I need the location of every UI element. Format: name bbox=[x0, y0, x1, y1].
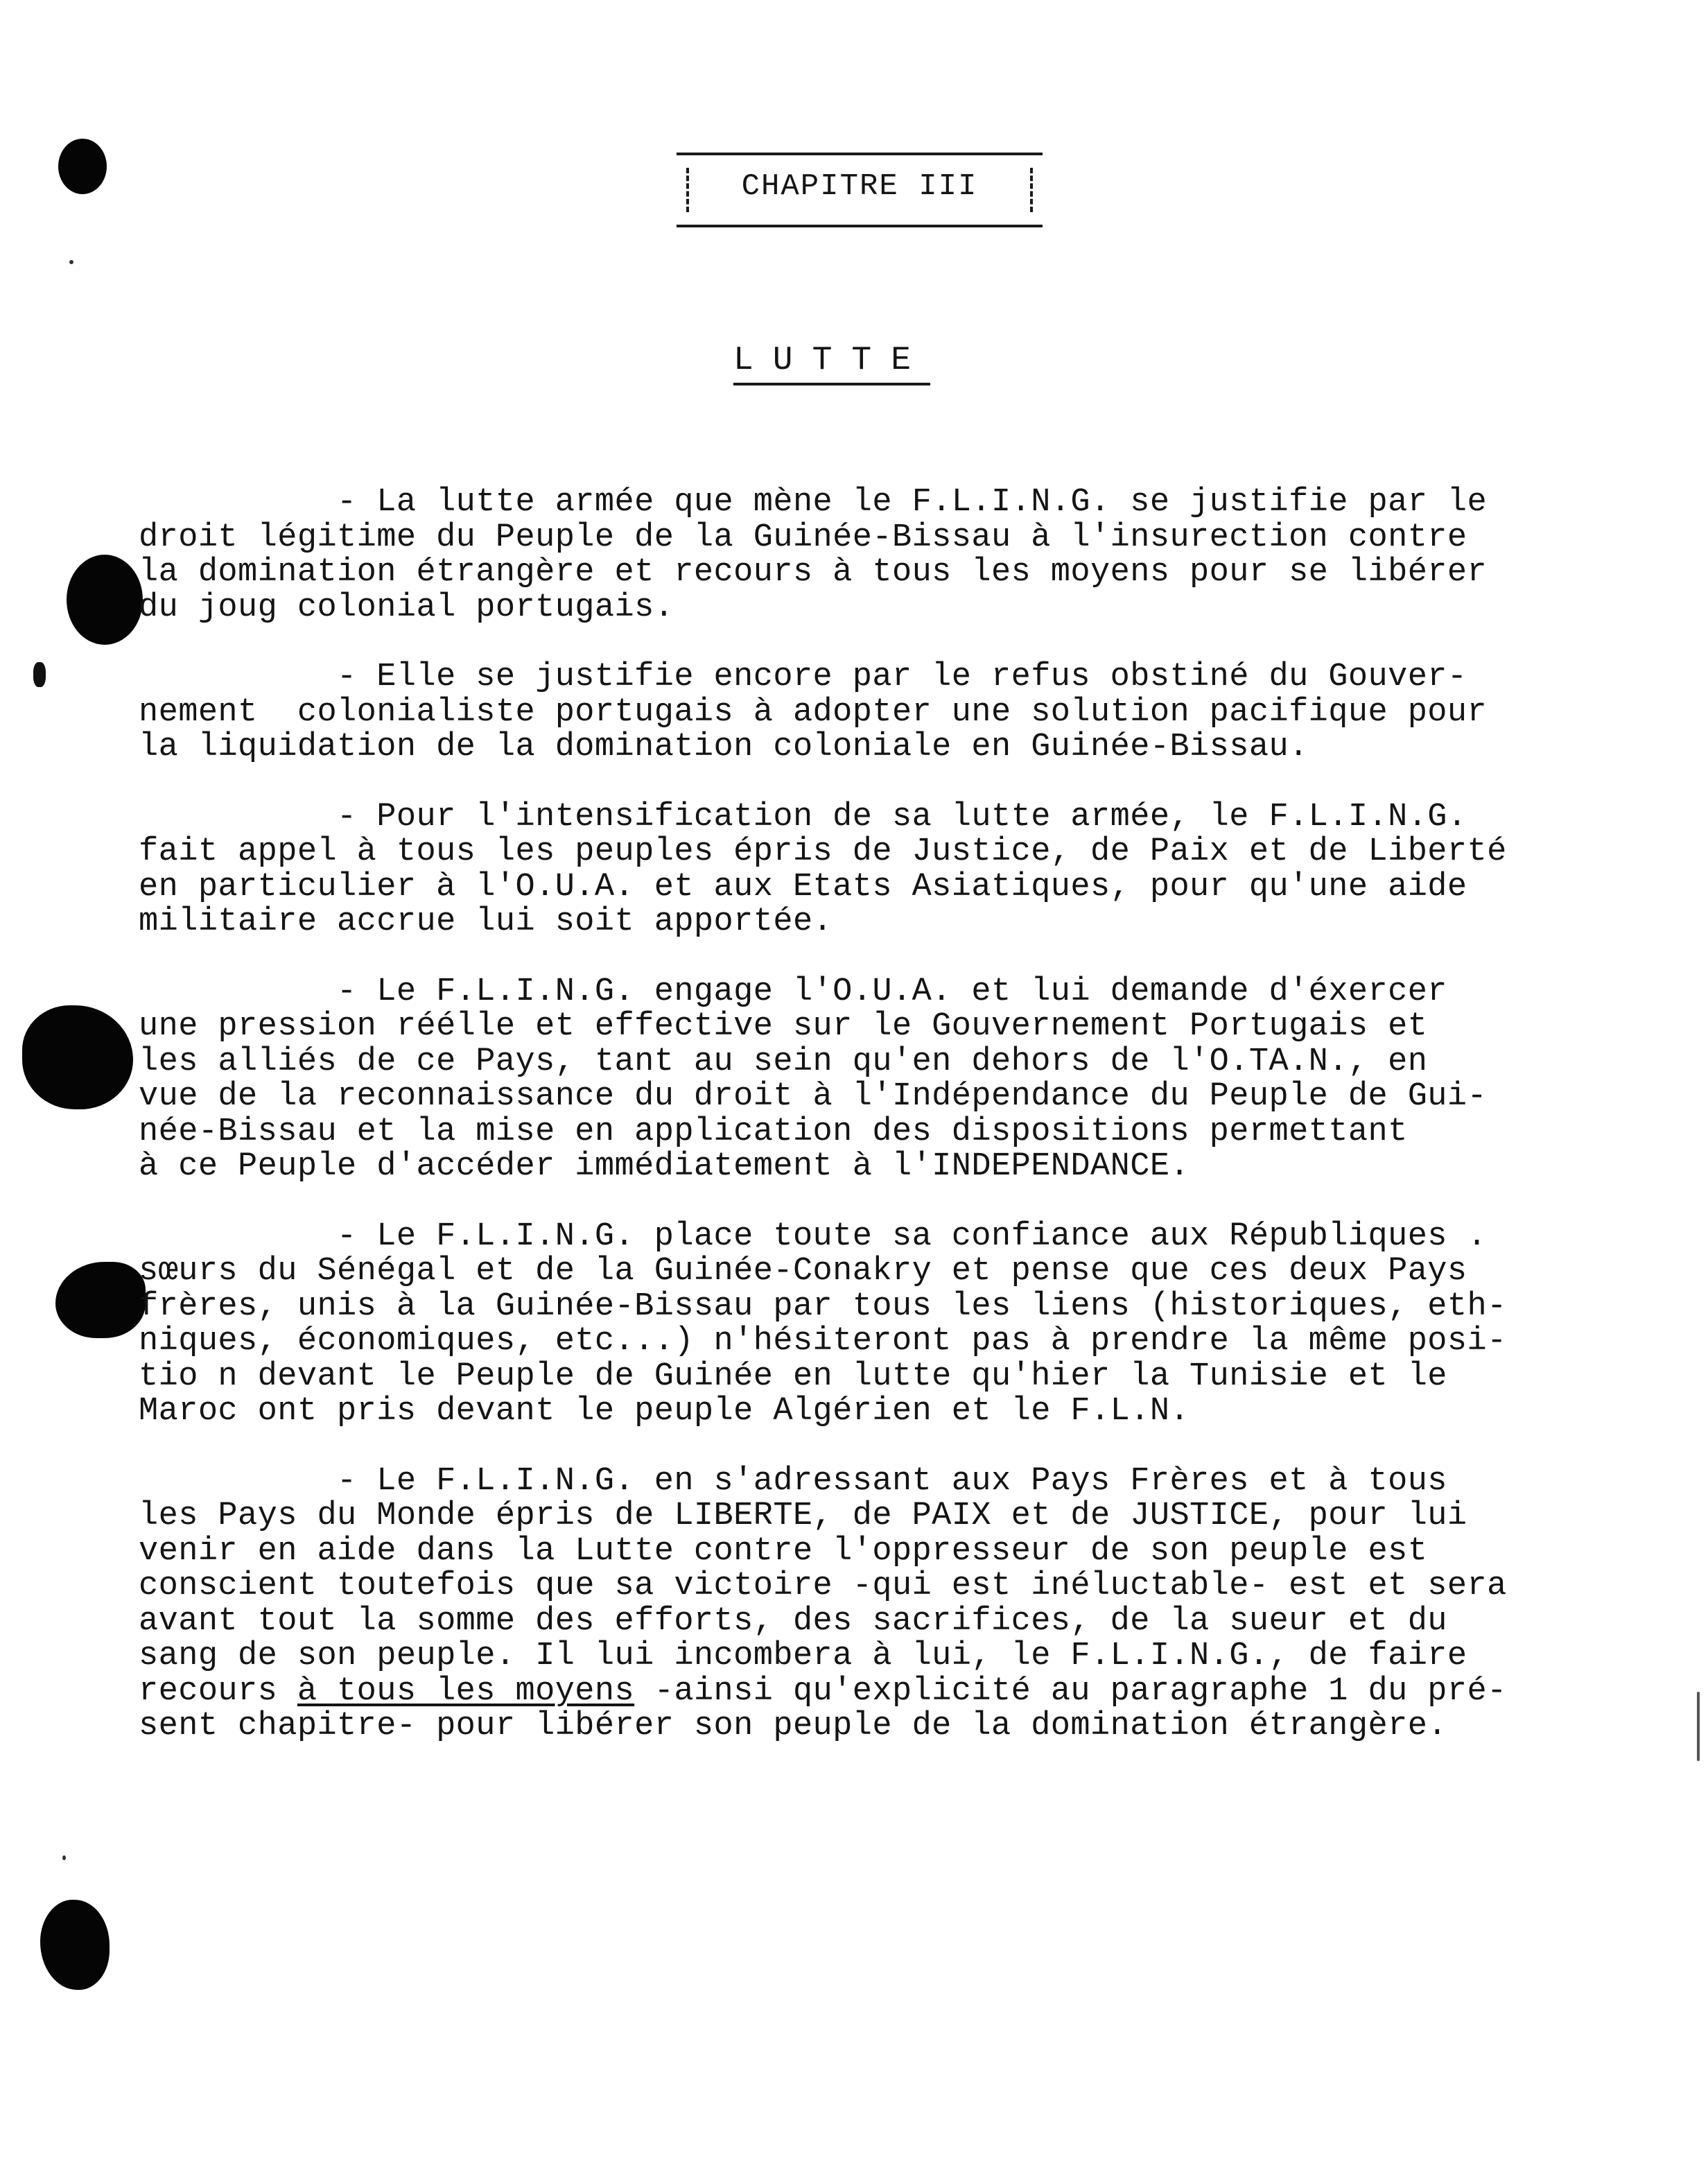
paragraph bbox=[139, 1217, 1622, 1430]
body-text bbox=[139, 485, 1622, 1779]
paragraph bbox=[139, 975, 1622, 1185]
text-fragment: -ainsi qu'explicité au paragraphe 1 du pré- bbox=[634, 1672, 1507, 1710]
paper-speck bbox=[62, 1855, 66, 1860]
text-line: née-Bissau et la mise en application des dispositions permettant bbox=[139, 1113, 1408, 1150]
punch-hole-mark bbox=[22, 1005, 133, 1109]
text-line: militaire accrue lui soit apportée. bbox=[139, 903, 833, 940]
text-line: niques, économiques, etc...) n'hésiteront pas à prendre la même posi- bbox=[139, 1323, 1507, 1360]
punch-hole-mark bbox=[67, 555, 143, 645]
paper-speck bbox=[33, 662, 46, 687]
text-line: une pression réélle et effective sur le Gouvernement Portugais et bbox=[139, 1008, 1428, 1045]
text-line: avant tout la somme des efforts, des sacrifices, de la sueur et du bbox=[139, 1602, 1447, 1640]
text-line: nement colonialiste portugais à adopter une solution pacifique pour bbox=[139, 693, 1488, 731]
underlined-phrase: à tous les moyens bbox=[297, 1672, 635, 1710]
paragraph bbox=[139, 485, 1622, 625]
text-line: la liquidation de la domination coloniale en Guinée-Bissau. bbox=[139, 729, 1309, 765]
text-line: - Pour l'intensification de sa lutte armée, le F.L.I.N.G. bbox=[139, 798, 1467, 835]
text-line: fait appel à tous les peuples épris de Justice, de Paix et de Liberté bbox=[139, 833, 1507, 870]
text-line: tio n devant le Peuple de Guinée en lutte qu'hier la Tunisie et le bbox=[139, 1358, 1447, 1395]
paragraph bbox=[139, 660, 1622, 765]
paragraph bbox=[139, 800, 1622, 940]
text-line: - La lutte armée que mène le F.L.I.N.G. se justifie par le bbox=[139, 484, 1488, 521]
text-line: en particulier à l'O.U.A. et aux Etats Asiatiques, pour qu'une aide bbox=[139, 868, 1467, 905]
text-line: droit légitime du Peuple de la Guinée-Bissau à l'insurection contre bbox=[139, 519, 1467, 556]
text-line: - Elle se justifie encore par le refus obstiné du Gouver- bbox=[139, 659, 1467, 695]
chapter-heading-box bbox=[677, 153, 1043, 227]
text-line: vue de la reconnaissance du droit à l'Indépendance du Peuple de Gui- bbox=[139, 1078, 1488, 1115]
punch-hole-mark bbox=[58, 139, 107, 194]
text-line: sœurs du Sénégal et de la Guinée-Conakry et pense que ces deux Pays bbox=[139, 1253, 1467, 1290]
text-line: conscient toutefois que sa victoire -qui est inéluctable- est et sera bbox=[139, 1568, 1507, 1604]
paper-speck bbox=[69, 260, 73, 264]
text-line: Maroc ont pris devant le peuple Algérien et le F.L.N. bbox=[139, 1393, 1190, 1430]
text-fragment: recours bbox=[139, 1672, 297, 1710]
text-line bbox=[139, 1674, 1622, 1710]
text-line: à ce Peuple d'accéder immédiatement à l'INDEPENDANCE. bbox=[139, 1148, 1190, 1185]
text-line: sent chapitre- pour libérer son peuple de la domination étrangère. bbox=[139, 1708, 1447, 1744]
text-line: sang de son peuple. Il lui incombera à lui, le F.L.I.N.G., de faire bbox=[139, 1638, 1467, 1674]
text-line: les Pays du Monde épris de LIBERTE, de PAIX et de JUSTICE, pour lui bbox=[139, 1498, 1467, 1534]
text-line: - Le F.L.I.N.G. en s'adressant aux Pays Frères et à tous bbox=[139, 1462, 1447, 1500]
text-line: du joug colonial portugais. bbox=[139, 589, 674, 626]
punch-hole-mark bbox=[55, 1262, 146, 1338]
punch-hole-mark bbox=[40, 1900, 110, 1990]
chapter-heading: CHAPITRE III bbox=[741, 169, 978, 204]
paragraph bbox=[139, 1464, 1622, 1744]
paper-speck bbox=[1697, 1692, 1700, 1761]
text-line: frères, unis à la Guinée-Bissau par tous les liens (historiques, eth- bbox=[139, 1288, 1507, 1325]
text-line: - Le F.L.I.N.G. engage l'O.U.A. et lui demande d'éxercer bbox=[139, 973, 1447, 1010]
text-line: venir en aide dans la Lutte contre l'oppresseur de son peuple est bbox=[139, 1532, 1428, 1570]
text-line: la domination étrangère et recours à tous les moyens pour se libérer bbox=[139, 554, 1488, 591]
text-line: - Le F.L.I.N.G. place toute sa confiance aux Républiques . bbox=[139, 1217, 1488, 1255]
text-line: les alliés de ce Pays, tant au sein qu'en dehors de l'O.TA.N., en bbox=[139, 1043, 1428, 1080]
section-title: LUTTE bbox=[733, 341, 930, 385]
